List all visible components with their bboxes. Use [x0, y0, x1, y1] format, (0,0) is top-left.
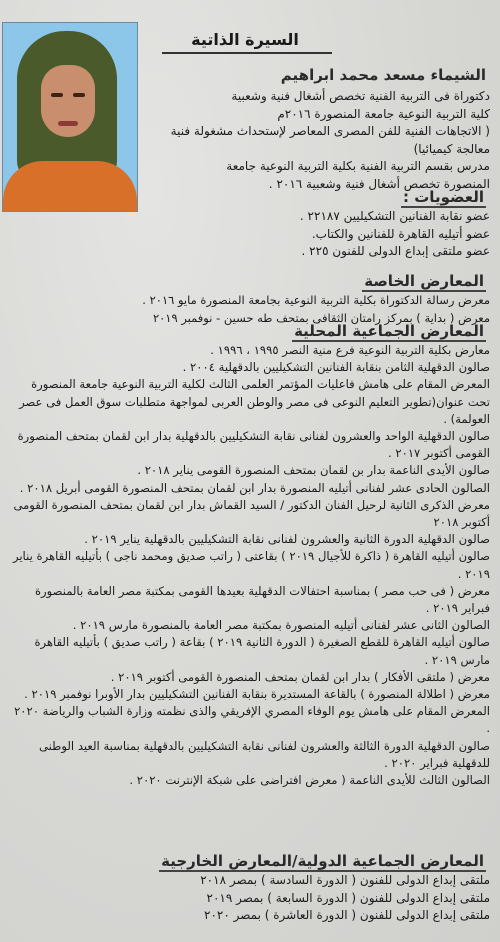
- bio-block: [130, 88, 490, 194]
- memberships-heading: العضويات :: [403, 188, 484, 206]
- list-item: صالون الدقهلية الدورة الثانية والعشرون لفنانى نقابة التشكيليين بالدقهلية يناير ٢٠١٩ .: [84, 532, 490, 547]
- list-item: المعرض المقام على هامش يوم الوفاء المصري الإفريقي والذى نظمته وزارة الشباب والرياضة ٢٠٢٠ .: [14, 704, 490, 736]
- list-item: معرض ( بداية ) بمركز رامتان الثقافى بمتحف طه حسين - نوفمبر ٢٠١٩: [152, 310, 490, 325]
- international-exhibitions-heading: المعارض الجماعية الدولية/المعارض الخارجية: [161, 852, 484, 870]
- person-name: الشيماء مسعد محمد ابراهيم: [280, 66, 486, 84]
- list-item: صالون أتيليه القاهرة ( ذاكرة للأجيال ٢٠١٩ ) بقاعتى ( راتب صديق ومحمد ناجى ) بأتيليه القاهرة يناير ٢٠١٩ .: [12, 549, 490, 581]
- list-item: معرض الذكرى الثانية لرحيل الفنان الدكتور / السيد القماش بدار ابن لقمان بمتحف المنصورة القومى أكتوبر ٢٠١٨: [13, 497, 490, 530]
- bio-line: معالجة كيميائيا): [413, 141, 490, 156]
- list-item: معرض ( فى حب مصر ) بمناسبة احتفالات الدقهلية بعيدها القومى بمكتبة مصر العامة بالمنصورة فبراير ٢٠١٩ .: [34, 583, 490, 616]
- title-underline: [162, 52, 332, 54]
- list-item: ملتقى إبداع الدولى للفنون ( الدورة السابعة ) بمصر ٢٠١٩: [206, 890, 490, 905]
- list-item: صالون الأيدى الناعمة بدار بن لقمان بمتحف المنصورة القومى يناير ٢٠١٨ .: [137, 463, 490, 478]
- list-item: صالون أتيليه القاهرة للقطع الصغيرة ( الدورة الثانية ٢٠١٩ ) بقاعة ( راتب صديق ) بأتيليه القاهرة مارس ٢٠١٩ .: [34, 635, 490, 667]
- list-item: معرض ( ملتقى الأفكار ) بدار ابن لقمان بمتحف المنصورة القومى أكتوبر ٢٠١٩ .: [110, 669, 490, 684]
- list-item: صالون الدقهلية الثامن بنقابة الفنانين التشكيليين بالدقهلية ٢٠٠٤ .: [182, 360, 490, 375]
- list-item: عضو أتيليه القاهرة للفنانين والكتاب.: [311, 226, 490, 241]
- private-exhibitions-heading: المعارض الخاصة: [364, 272, 484, 290]
- list-item: ملتقى إبداع الدولى للفنون ( الدورة السادسة ) بمصر ٢٠١٨: [200, 873, 490, 887]
- list-item: عضو نقابة الفنانين التشكيليين ٢٢١٨٧ .: [299, 209, 490, 223]
- list-item: معرض رسالة الدكتوراة بكلية التربية النوعية بجامعة المنصورة مايو ٢٠١٦ .: [142, 293, 490, 307]
- list-item: معارض بكلية التربية النوعية فرع منية النصر ١٩٩٥ ، ١٩٩٦ .: [210, 343, 490, 357]
- page-title: السيرة الذاتية: [191, 30, 299, 49]
- list-item: عضو ملتقى إبداع الدولى للفنون ٢٢٥ .: [301, 244, 490, 259]
- local-exhibitions-list: [10, 342, 490, 789]
- bio-line: مدرس بقسم التربية الفنية بكلية التربية النوعية جامعة: [226, 159, 490, 174]
- international-exhibitions-list: [90, 872, 490, 925]
- bio-line: المنصورة تخصص أشغال فنية وشعبية ٢٠١٦ .: [268, 176, 490, 191]
- list-item: معرض ( اطلالة المنصورة ) بالقاعة المستديرة بنقابة الفنانين التشكيليين بدار الأوبرا نوفمبر ٢٠١٩ .: [24, 687, 490, 702]
- bio-line: ( الاتجاهات الفنية للفن المصرى المعاصر لإستحداث مشغولة فنية: [170, 124, 490, 139]
- bio-line: كلية التربية النوعية جامعة المنصورة ٢٠١٦م: [277, 106, 490, 121]
- list-item: المعرض المقام على هامش فاعليات المؤتمر العلمى الثالث لكلية التربية النوعية جامعة المنصورة تحت عنوان(تطوير التعليم النوعى فى مصر والوطن العربى لمواجهة متطلبات سوق العمل فى عصر العولمة) .: [19, 377, 490, 426]
- list-item: الصالون الثالث للأيدى الناعمة ( معرض افتراضى على شبكة الإنترنت ٢٠٢٠ .: [129, 773, 490, 788]
- local-exhibitions-heading: المعارض الجماعية المحلية: [294, 322, 484, 340]
- profile-photo: [2, 22, 138, 212]
- list-item: الصالون الحادى عشر لفنانى أتيليه المنصورة بدار ابن لقمان بمتحف المنصورة القومى أبريل ٢٠١٨ .: [19, 480, 490, 495]
- list-item: صالون الدقهلية الدورة الثالثة والعشرون لفنانى نقابة التشكيليين بالدقهلية بمناسبة العيد الوطنى للدقهلية فبراير ٢٠٢٠ .: [39, 738, 490, 770]
- list-item: ملتقى إبداع الدولى للفنون ( الدورة العاشرة ) بمصر ٢٠٢٠: [204, 908, 490, 923]
- list-item: صالون الدقهلية الواحد والعشرون لفنانى نقابة التشكيليين بالدقهلية بدار ابن لقمان بمتحف المنصورة القومى أكتوبر ٢٠١٧ .: [17, 429, 490, 461]
- bio-line: دكتوراة فى التربية الفنية تخصص أشغال فنية وشعبية: [231, 89, 490, 103]
- list-item: الصالون الثانى عشر لفنانى أتيليه المنصورة بمكتبة مصر العامة بالمنصورة مارس ٢٠١٩ .: [72, 618, 490, 633]
- memberships-list: [130, 208, 490, 261]
